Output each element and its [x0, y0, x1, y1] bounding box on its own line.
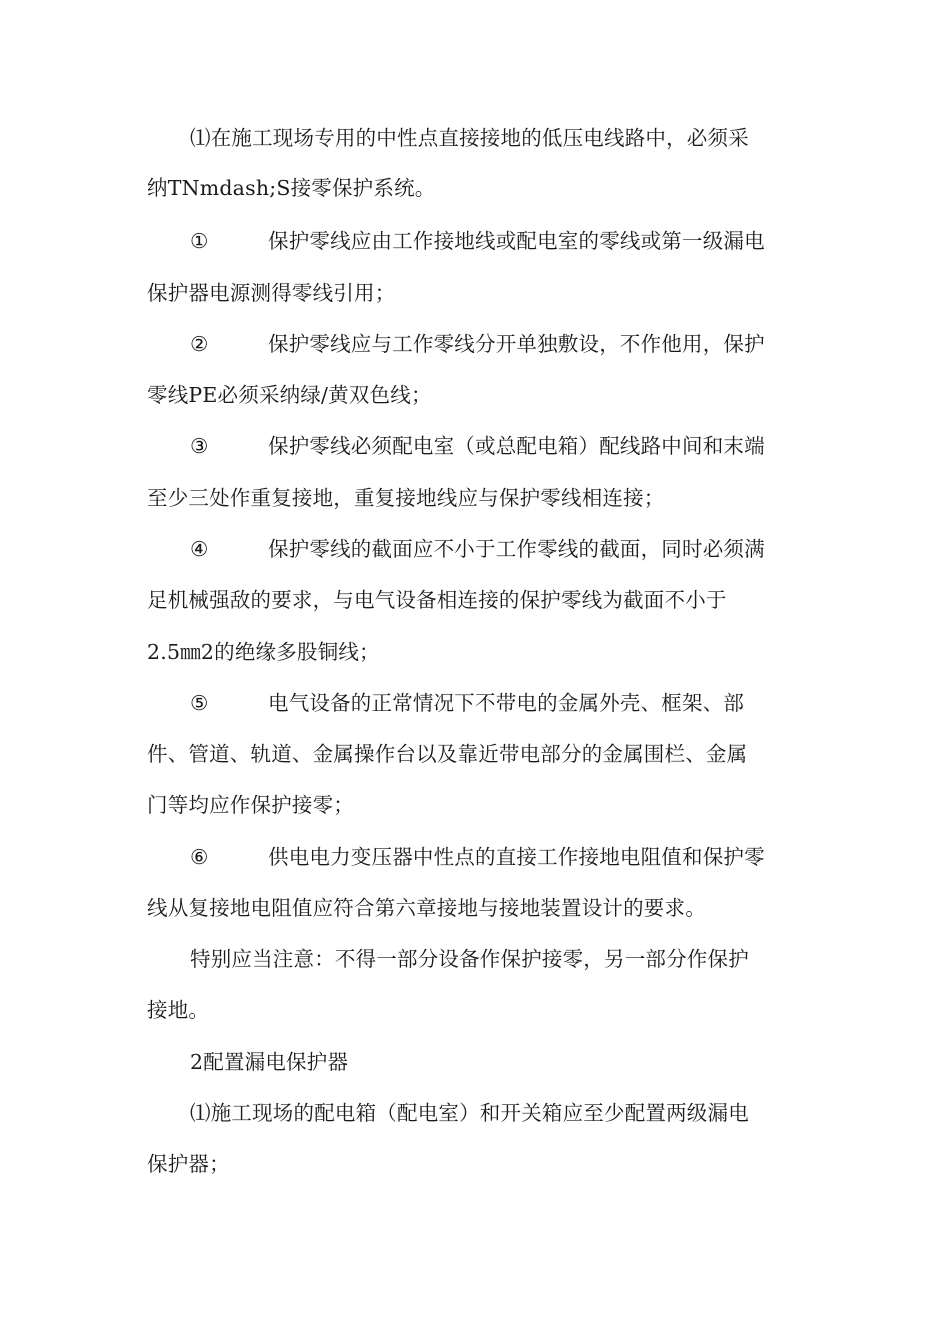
- list-item-3: ③ 保护零线必须配电室（或总配电箱）配线路中间和末端: [190, 434, 765, 458]
- list-marker: ③: [190, 434, 209, 458]
- list-item-2: ② 保护零线应与工作零线分开单独敷设，不作他用，保护: [190, 332, 765, 356]
- list-marker: ⑤: [190, 691, 209, 715]
- list-item-6: ⑥ 供电电力变压器中性点的直接工作接地电阻值和保护零: [190, 845, 765, 869]
- list-marker: ⑥: [190, 845, 209, 869]
- paragraph-line: 零线PE必须采纳绿/黄双色线；: [147, 383, 432, 407]
- paragraph-line: 件、管道、轨道、金属操作台以及靠近带电部分的金属围栏、金属: [147, 742, 748, 766]
- paragraph-line: 足机械强敌的要求，与电气设备相连接的保护零线为截面不小于: [147, 588, 727, 612]
- paragraph-line: 特别应当注意：不得一部分设备作保护接零，另一部分作保护: [190, 947, 749, 971]
- list-item-4: ④ 保护零线的截面应不小于工作零线的截面，同时必须满: [190, 537, 765, 561]
- paragraph-line: 接地。: [147, 998, 210, 1022]
- list-marker: ②: [190, 332, 209, 356]
- section-heading: 2配置漏电保护器: [190, 1050, 349, 1074]
- paragraph-line: 至少三处作重复接地，重复接地线应与保护零线相连接；: [147, 486, 665, 510]
- list-item-5: ⑤ 电气设备的正常情况下不带电的金属外壳、框架、部: [190, 691, 745, 715]
- paragraph-line: 保护器电源测得零线引用；: [147, 281, 396, 305]
- paragraph-line: ⑴在施工现场专用的中性点直接接地的低压电线路中，必须采: [190, 126, 749, 150]
- list-marker: ①: [190, 229, 209, 253]
- list-marker: ④: [190, 537, 209, 561]
- paragraph-line: 2.5㎜2的绝缘多股铜线；: [147, 640, 380, 664]
- paragraph-line: 纳TNmdash;S接零保护系统。: [147, 176, 436, 200]
- paragraph-line: 线从复接地电阻值应符合第六章接地与接地装置设计的要求。: [147, 896, 706, 920]
- paragraph-line: 门等均应作保护接零；: [147, 793, 354, 817]
- list-item-1: ① 保护零线应由工作接地线或配电室的零线或第一级漏电: [190, 229, 765, 253]
- paragraph-line: 保护器；: [147, 1152, 230, 1176]
- paragraph-line: ⑴施工现场的配电箱（配电室）和开关箱应至少配置两级漏电: [190, 1101, 749, 1125]
